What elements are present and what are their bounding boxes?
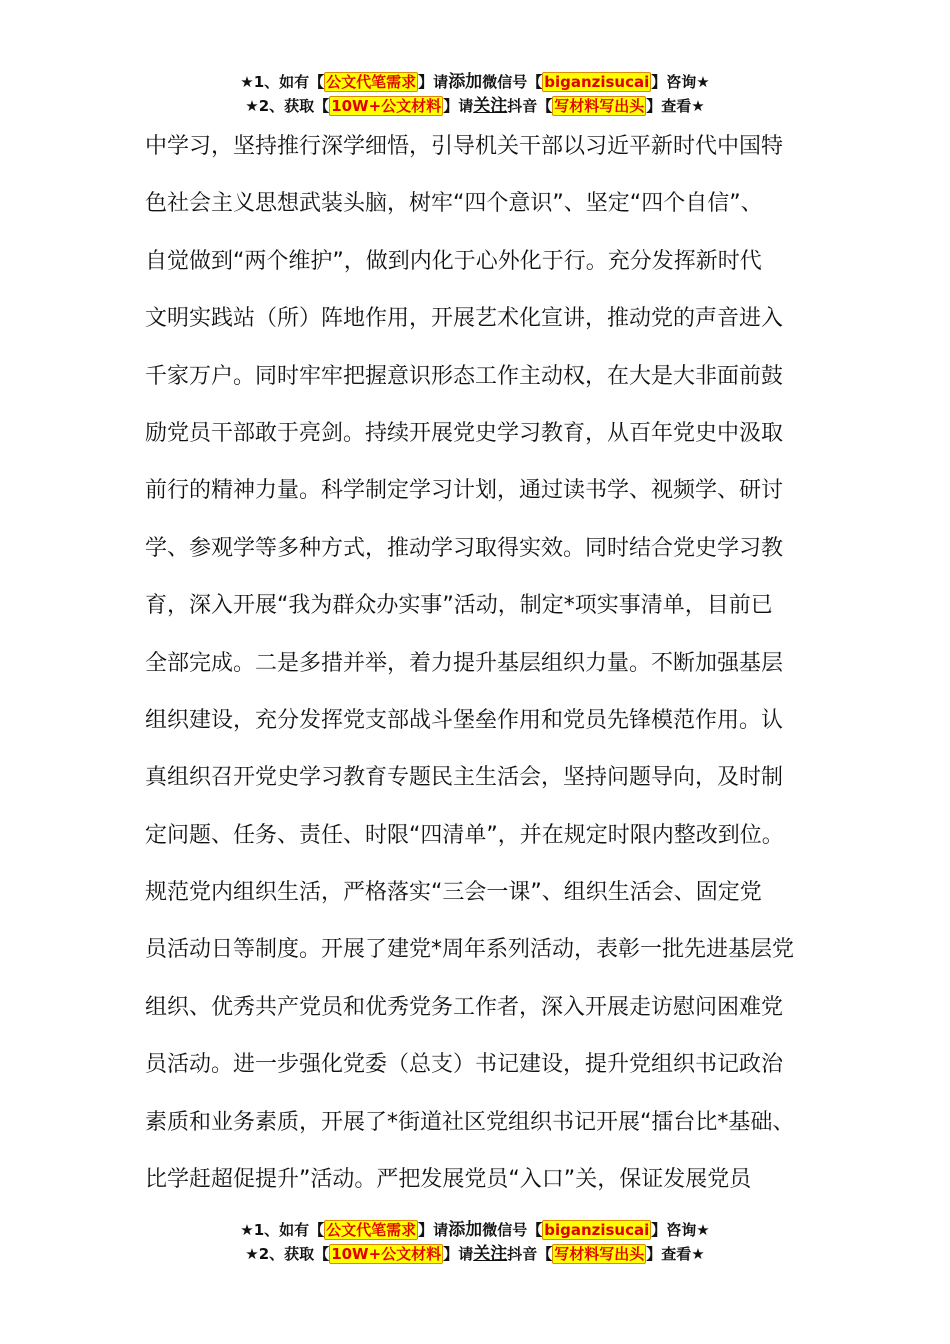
text-line: 员活动。进一步强化党委（总支）书记建设，提升党组织书记政治 <box>145 1052 784 1078</box>
text-line: 定问题、任务、责任、时限“四清单”，并在规定时限内整改到位。 <box>145 822 784 848</box>
banner-line-2: ★2、获取【 10W+公文材料 】请关注抖音【 写材料写出头 】查看★ <box>245 1244 705 1264</box>
document-body <box>145 118 825 1208</box>
text-line: 组织、优秀共产党员和优秀党务工作者，深入开展走访慰问困难党 <box>145 994 784 1020</box>
text-line: 全部完成。二是多措并举，着力提升基层组织力量。不断加强基层 <box>145 650 784 676</box>
banner-line-2: ★2、获取【 10W+公文材料 】请关注抖音【 写材料写出头 】查看★ <box>245 96 705 116</box>
footer-banner <box>0 1218 950 1266</box>
text-line: 员活动日等制度。开展了建党*周年系列活动，表彰一批先进基层党 <box>145 937 795 963</box>
text-line: 规范党内组织生活，严格落实“三会一课”、组织生活会、固定党 <box>145 880 762 906</box>
text-line: 学、参观学等多种方式，推动学习取得实效。同时结合党史学习教 <box>145 535 784 561</box>
text-line: 素质和业务素质，开展了*街道社区党组织书记开展“擂台比*基础、 <box>145 1109 795 1135</box>
text-line: 育，深入开展“我为群众办实事”活动，制定*项实事清单，目前已 <box>145 593 773 619</box>
banner-line-1: ★1、如有【 公文代笔需求 】请添加微信号【 biganzisucai 】咨询★ <box>240 72 710 92</box>
text-line: 励党员干部敢于亮剑。持续开展党史学习教育，从百年党史中汲取 <box>145 420 784 446</box>
highlight-douyin: 写材料写出头 <box>554 1245 645 1263</box>
text-line: 比学赶超促提升”活动。严把发展党员“入口”关，保证发展党员 <box>145 1167 752 1193</box>
text-line: 组织建设，充分发挥党支部战斗堡垒作用和党员先锋模范作用。认 <box>145 707 784 733</box>
text-line: 前行的精神力量。科学制定学习计划，通过读书学、视频学、研讨 <box>145 478 784 504</box>
banner-line-1: ★1、如有【 公文代笔需求 】请添加微信号【 biganzisucai 】咨询★ <box>240 1220 710 1240</box>
highlight-materials: 10W+公文材料 <box>331 1245 442 1263</box>
highlight-wechat-id: biganzisucai <box>544 73 650 91</box>
highlight-ghostwriting: 公文代笔需求 <box>326 1221 417 1239</box>
text-line: 千家万户。同时牢牢把握意识形态工作主动权，在大是大非面前鼓 <box>145 363 784 389</box>
highlight-materials: 10W+公文材料 <box>331 97 442 115</box>
header-banner <box>0 70 950 118</box>
text-line: 中学习，坚持推行深学细悟，引导机关干部以习近平新时代中国特 <box>145 134 784 159</box>
text-line: 色社会主义思想武装头脑，树牢“四个意识”、坚定“四个自信”、 <box>145 191 763 217</box>
highlight-douyin: 写材料写出头 <box>554 97 645 115</box>
text-line: 真组织召开党史学习教育专题民主生活会，坚持问题导向，及时制 <box>145 765 784 791</box>
highlight-ghostwriting: 公文代笔需求 <box>326 73 417 91</box>
text-line: 自觉做到“两个维护”，做到内化于心外化于行。充分发挥新时代 <box>145 248 762 274</box>
text-line: 文明实践站（所）阵地作用，开展艺术化宣讲，推动党的声音进入 <box>145 306 784 332</box>
highlight-wechat-id: biganzisucai <box>544 1221 650 1239</box>
